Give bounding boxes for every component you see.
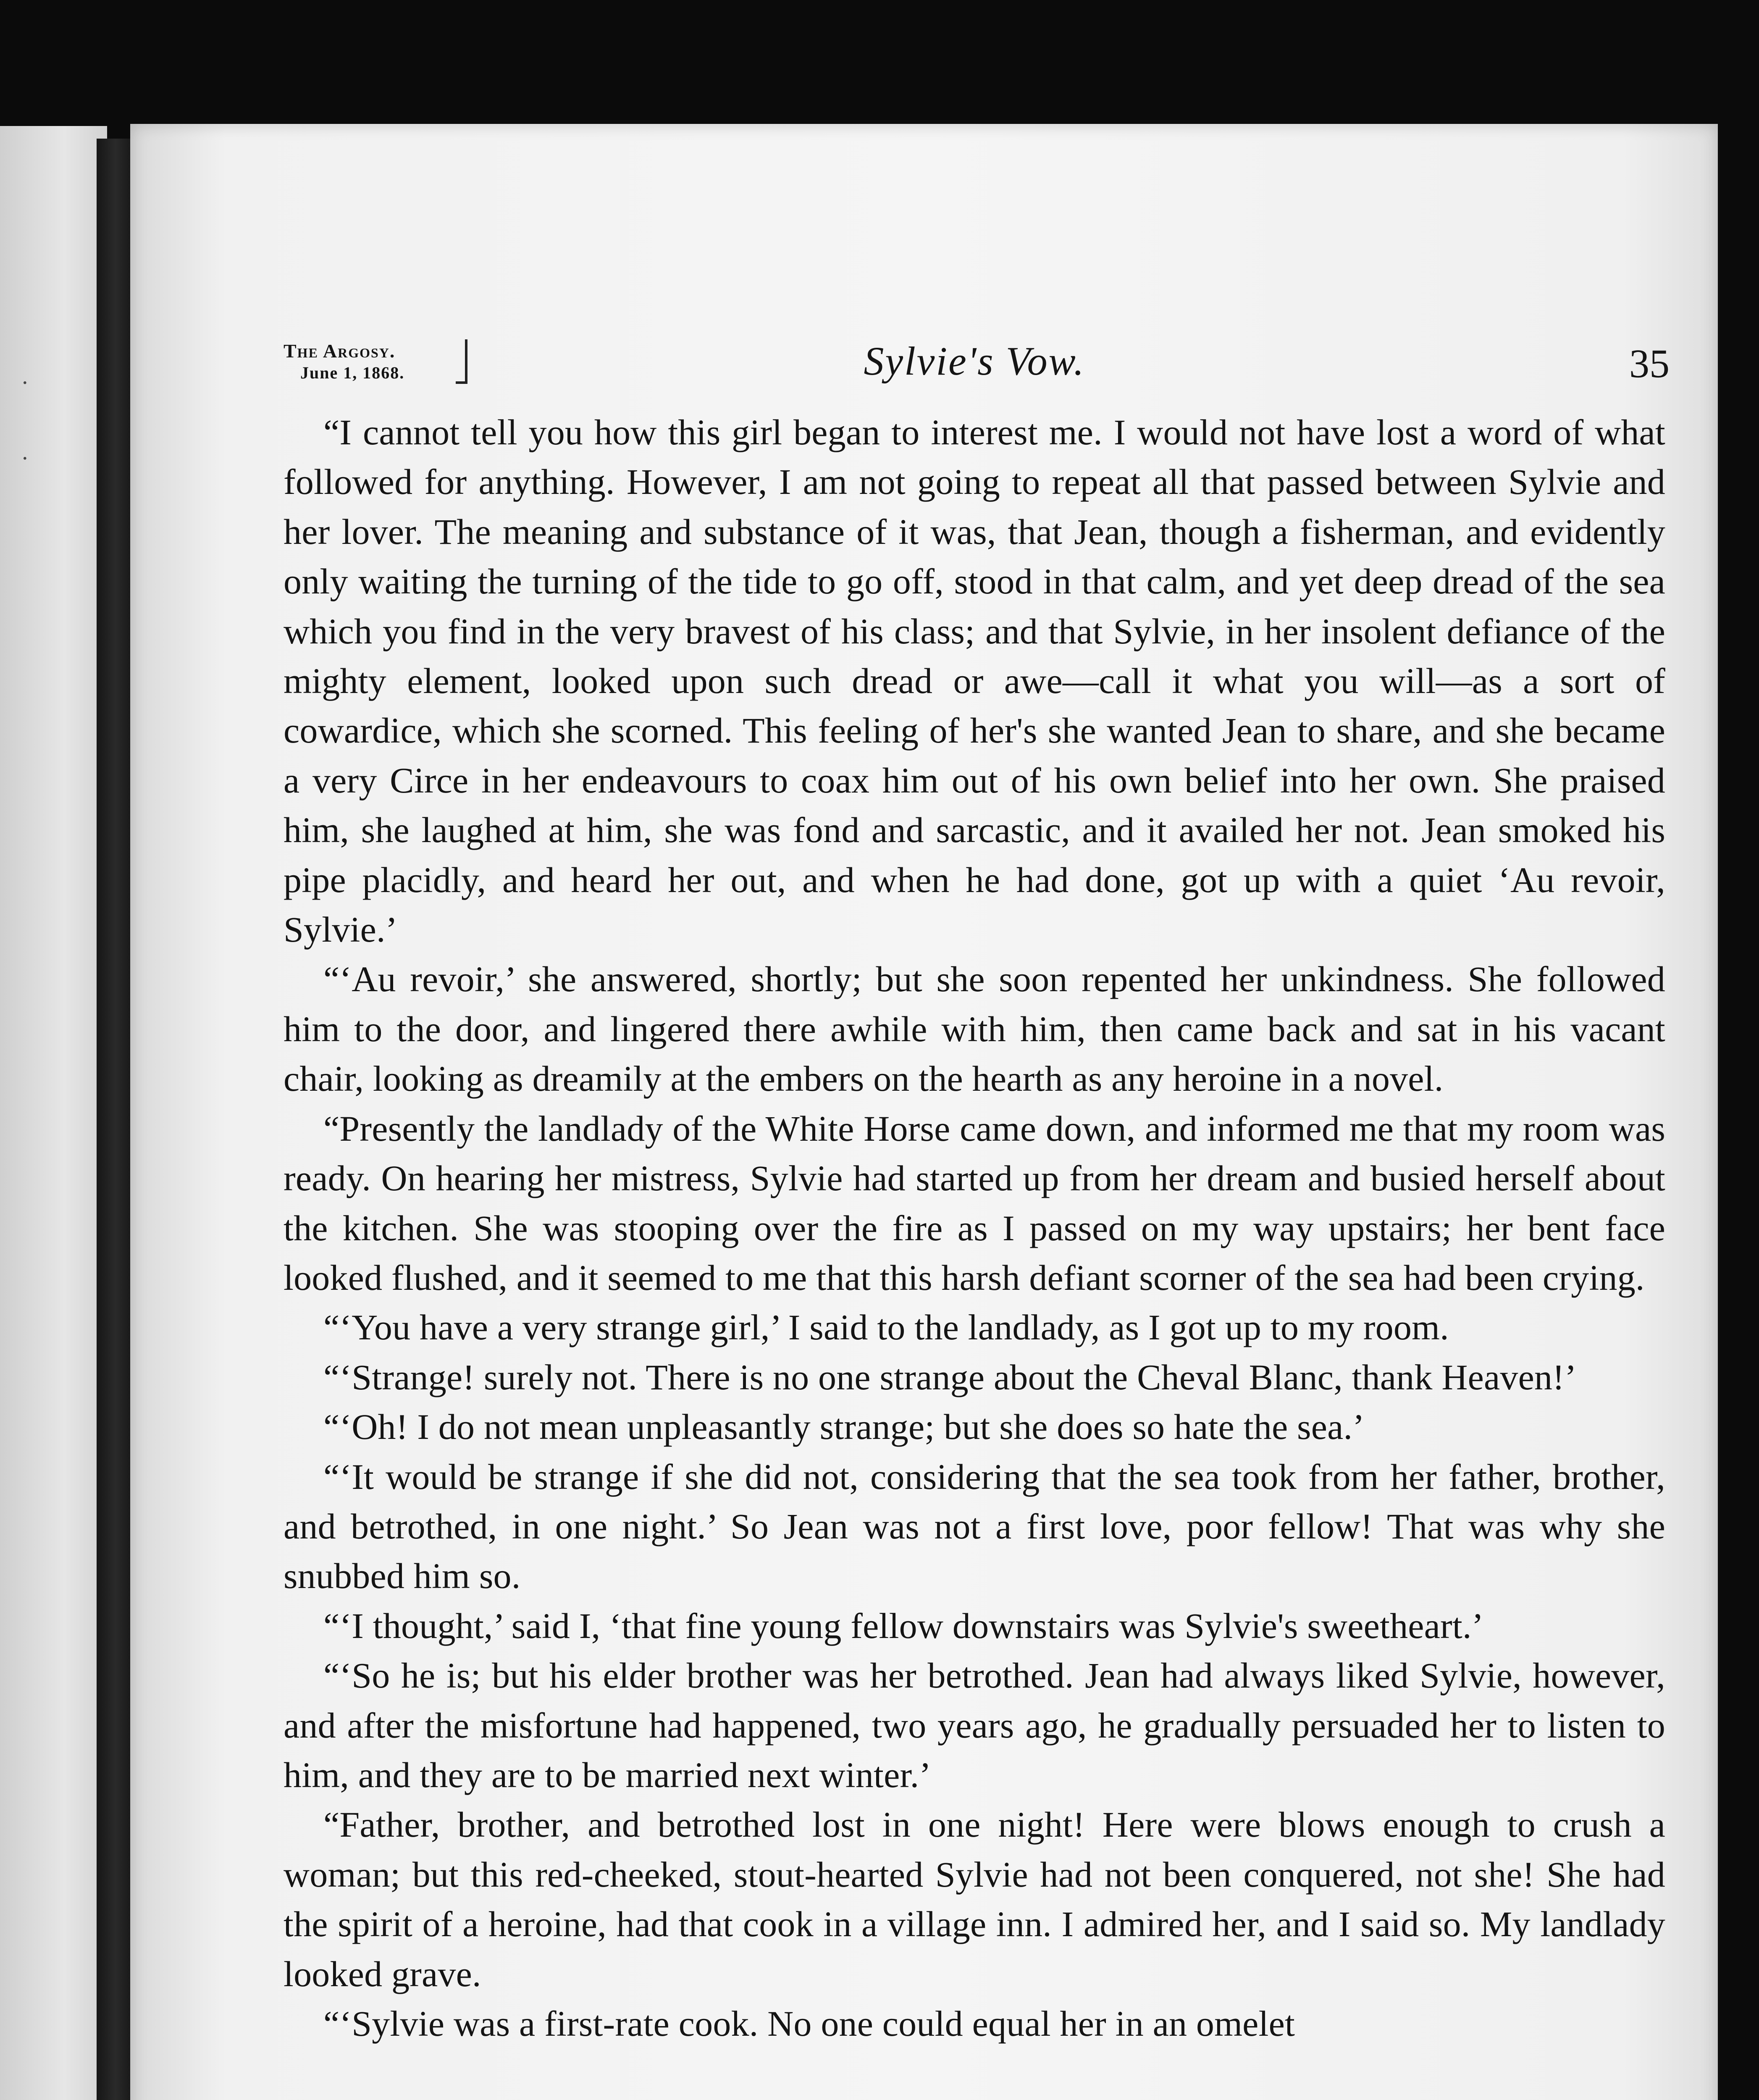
journal-date: June 1, 1868.	[300, 363, 405, 382]
body-text	[284, 407, 1665, 2048]
margin-mark: ·	[21, 446, 29, 472]
paragraph: “‘Au revoir,’ she answered, shortly; but she soon repented her unkindness. She followed him to the door, and lingered there awhile with him, then came back and sat in his vacant chair, looking as dreamily at the embers on the hearth as any heroine in a novel.	[284, 959, 1665, 1099]
paragraph: “‘I thought,’ said I, ‘that fine young fellow downstairs was Sylvie's sweetheart.’	[323, 1605, 1484, 1646]
paragraph: “I cannot tell you how this girl began to interest me. I would not have lost a word of what followed for anything. However, I am not going to repeat all that passed between Sylvie and her lover. The meaning and substance of it was, that Jean, though a fisherman, and evidently only waiting the turning of the tide to go off, stood in that calm, and yet deep dread of the sea which you find in the very bravest of his class; and that Sylvie, in her insolent defiance of the mighty element, looked upon such dread or awe—call it what you will—as a sort of cowardice, which she scorned. This feeling of her's she wanted Jean to share, and she became a very Circe in her endeavours to coax him out of his own belief into her own. She praised him, she laughed at him, she was fond and sarcastic, and it availed her not. Jean smoked his pipe placidly, and heard her out, and when he had done, got up with a quiet ‘Au revoir, Sylvie.’	[284, 412, 1665, 950]
page-number: 35	[1629, 341, 1670, 386]
paragraph: “‘So he is; but his elder brother was her betrothed. Jean had always liked Sylvie, however, and after the misfortune had happened, two years ago, he gradually persuaded her to listen to him, and they are to be married next winter.’	[284, 1655, 1665, 1795]
margin-mark: ·	[21, 370, 29, 396]
paragraph: “‘Sylvie was a first-rate cook. No one could equal her in an omelet	[323, 2003, 1295, 2044]
book-gutter	[97, 139, 134, 2100]
paragraph: “Presently the landlady of the White Horse came down, and informed me that my room was ready. On hearing her mistress, Sylvie had started up from her dream and busied herself about the kitchen. She was stooping over the fire as I passed on my way upstairs; her bent face looked flushed, and it seemed to me that this harsh defiant scorner of the sea had been crying.	[284, 1108, 1665, 1298]
paragraph: “‘Oh! I do not mean unpleasantly strange; but she does so hate the sea.’	[323, 1407, 1365, 1447]
book-page	[130, 124, 1718, 2100]
page-content	[284, 339, 1670, 2048]
paragraph: “‘Strange! surely not. There is no one strange about the Cheval Blanc, thank Heaven!’	[323, 1357, 1577, 1397]
previous-page-edge	[0, 126, 107, 2100]
journal-name: The Argosy.	[284, 340, 396, 362]
running-head	[284, 339, 1670, 395]
paragraph: “‘It would be strange if she did not, considering that the sea took from her father, brother, and betrothed, in one night.’ So Jean was not a first love, poor fellow! That was why she snubbed him so.	[284, 1456, 1665, 1596]
page-title: Sylvie's Vow.	[864, 339, 1085, 383]
paragraph: “‘You have a very strange girl,’ I said to the landlady, as I got up to my room.	[323, 1307, 1449, 1348]
paragraph: “Father, brother, and betrothed lost in one night! Here were blows enough to crush a woman; but this red-cheeked, stout-hearted Sylvie had not been conquered, not she! She had the spirit of a heroine, had that cook in a village inn. I admired her, and I said so. My landlady looked grave.	[284, 1804, 1665, 1994]
